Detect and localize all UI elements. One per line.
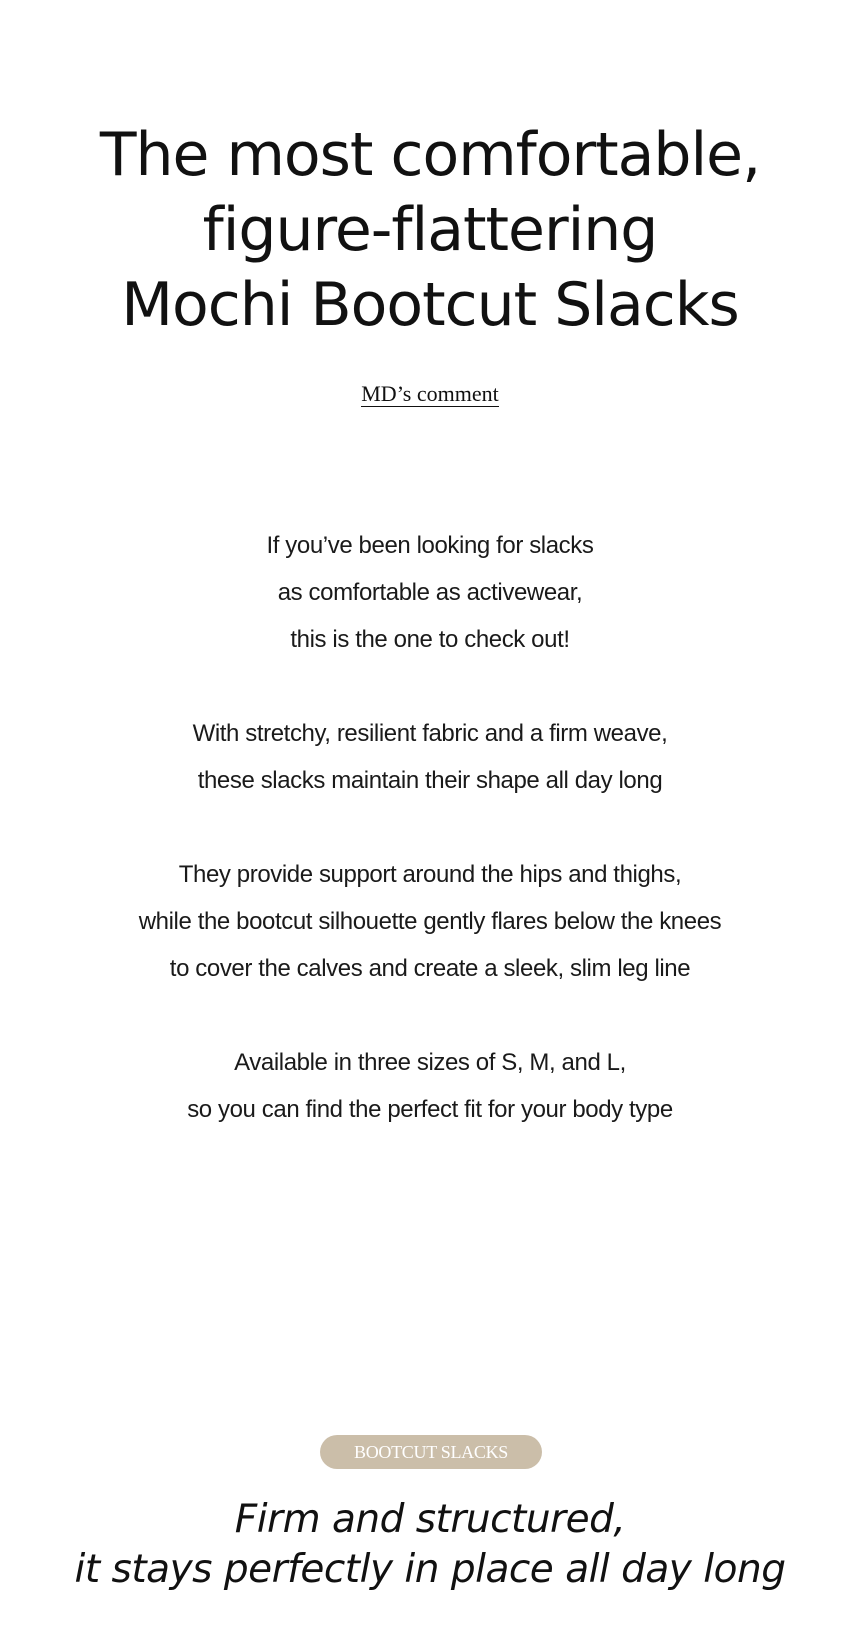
title-line: Mochi Bootcut Slacks — [121, 270, 739, 340]
paragraph-line: Available in three sizes of S, M, and L, — [234, 1049, 626, 1076]
paragraph — [0, 851, 860, 992]
paragraph-line: these slacks maintain their shape all day long — [197, 767, 663, 794]
paragraph-line: as comfortable as activewear, — [277, 579, 583, 606]
paragraph-line: this is the one to check out! — [290, 626, 570, 653]
paragraph — [0, 522, 860, 663]
tagline-line: Firm and structured, — [234, 1497, 626, 1542]
tagline-line: it stays perfectly in place all day long — [74, 1547, 786, 1592]
paragraph-line: If you’ve been looking for slacks — [266, 532, 594, 559]
paragraph-line: to cover the calves and create a sleek, slim leg line — [169, 955, 691, 982]
category-badge: BOOTCUT SLACKS — [320, 1435, 542, 1469]
title-line: The most comfortable, — [99, 120, 761, 190]
md-comment-heading — [0, 380, 860, 408]
title-line: figure-flattering — [202, 195, 658, 265]
paragraph-line: so you can find the perfect fit for your body type — [187, 1096, 673, 1123]
paragraph — [0, 1039, 860, 1133]
md-comment-body — [0, 522, 860, 1180]
paragraph — [0, 710, 860, 804]
md-comment-label: MD’s comment — [361, 381, 499, 406]
feature-tagline — [0, 1495, 860, 1595]
page-title — [0, 118, 860, 343]
paragraph-line: With stretchy, resilient fabric and a firm weave, — [192, 720, 668, 747]
paragraph-line: while the bootcut silhouette gently flares below the knees — [138, 908, 722, 935]
paragraph-line: They provide support around the hips and thighs, — [178, 861, 682, 888]
